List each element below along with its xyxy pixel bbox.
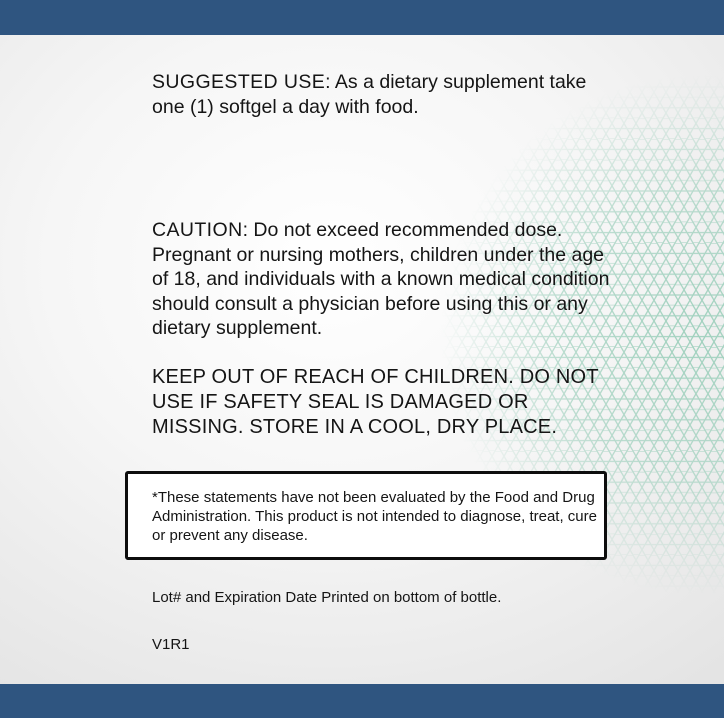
label-panel — [0, 35, 724, 684]
safety-warning: KEEP OUT OF REACH OF CHILDREN. DO NOT USE IF SAFETY SEAL IS DAMAGED OR MISSING. STORE IN A COOL, DRY PLACE. — [152, 366, 599, 438]
top-color-band — [0, 0, 724, 35]
suggested-use-heading: SUGGESTED USE — [152, 71, 326, 93]
version-code: V1R1 — [152, 636, 190, 653]
lot-expiration-note: Lot# and Expiration Date Printed on bottom of bottle. — [152, 589, 502, 606]
suggested-use-paragraph — [152, 70, 622, 119]
fda-disclaimer-text: *These statements have not been evaluated by the Food and Drug Administration. This product is not intended to diagnose, treat, cure or prevent any disease. — [152, 489, 597, 544]
caution-text: : Do not exceed recommended dose. Pregnant or nursing mothers, children under the age of 18, and individuals with a known medical condition should consult a physician before using this or any dietary supplement. — [152, 219, 610, 339]
caution-paragraph — [152, 218, 622, 341]
suggested-use-text: : As a dietary supplement take one (1) softgel a day with food. — [152, 71, 587, 118]
bottom-color-band — [0, 684, 724, 718]
fda-disclaimer-box — [125, 471, 607, 560]
caution-heading: CAUTION — [152, 219, 243, 241]
